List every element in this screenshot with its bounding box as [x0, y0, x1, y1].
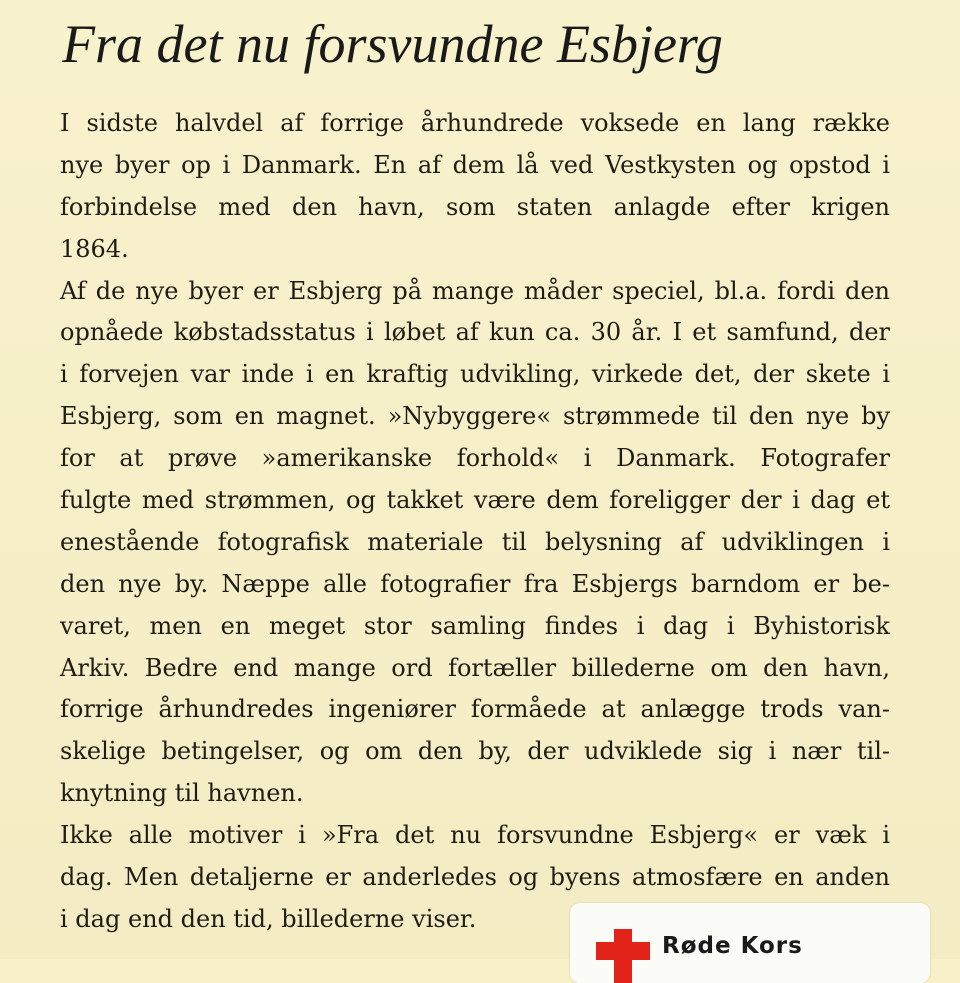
text-line: skelige betingelser, og om den by, der udviklede sig i nær til-	[60, 737, 890, 766]
text-line: fulgte med strømmen, og takket være dem foreligger der i dag et	[60, 486, 890, 515]
text-line: 1864.	[60, 234, 129, 263]
text-line: nye byer op i Danmark. En af dem lå ved Vestkysten og opstod i	[60, 150, 890, 179]
text-line: Arkiv. Bedre end mange ord fortæller billederne om den havn,	[60, 653, 890, 682]
sticker-label: Røde Kors	[662, 933, 803, 959]
text-line: forbindelse med den havn, som staten anlagde efter krigen	[60, 192, 890, 221]
text-line: i forvejen var inde i en kraftig udvikling, virkede det, der skete i	[60, 360, 890, 389]
text-line: enestående fotografisk materiale til belysning af udviklingen i	[60, 527, 890, 556]
red-cross-icon	[596, 929, 650, 983]
text-line: opnåede købstadsstatus i løbet af kun ca. 30 år. I et samfund, der	[60, 318, 890, 347]
text-line: Ikke alle motiver i »Fra det nu forsvundne Esbjerg« er væk i	[60, 821, 890, 850]
blurb-text	[60, 103, 890, 941]
book-title: Fra det nu forsvundne Esbjerg	[62, 14, 723, 74]
text-line: Esbjerg, som en magnet. »Nybyggere« strømmede til den nye by	[60, 402, 890, 431]
text-line: den nye by. Næppe alle fotografier fra Esbjergs barndom er be-	[60, 569, 890, 598]
text-line: for at prøve »amerikanske forhold« i Danmark. Fotografer	[60, 444, 890, 473]
text-line: varet, men en meget stor samling findes i dag i Byhistorisk	[60, 611, 890, 640]
text-line: dag. Men detaljerne er anderledes og byens atmosfære en anden	[60, 863, 890, 892]
text-line: i dag end den tid, billederne viser.	[60, 904, 477, 933]
red-cross-sticker	[570, 903, 930, 983]
text-line: forrige århundredes ingeniører formåede at anlægge trods van-	[60, 695, 890, 724]
text-line: Af de nye byer er Esbjerg på mange måder speciel, bl.a. fordi den	[60, 276, 890, 305]
text-line: I sidste halvdel af forrige århundrede voksede en lang række	[60, 109, 890, 137]
text-line: knytning til havnen.	[60, 779, 304, 808]
